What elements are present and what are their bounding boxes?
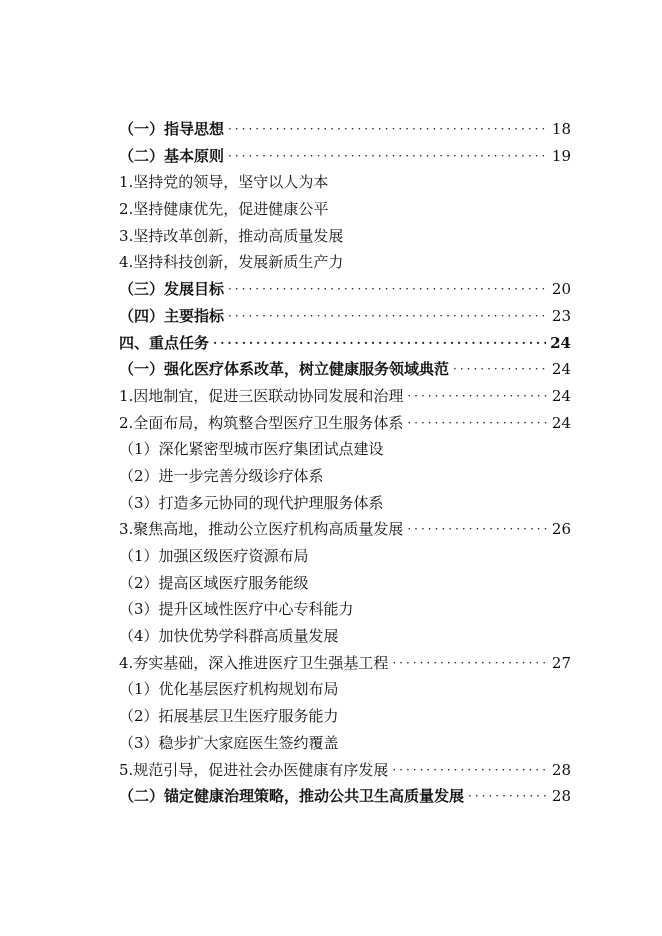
toc-page-number: 18 (551, 120, 571, 138)
toc-entry-label: （1）深化紧密型城市医疗集团试点建设 (119, 440, 384, 459)
toc-entry-label: （1）加强区级医疗资源布局 (119, 547, 309, 565)
toc-entry[interactable] (119, 676, 571, 703)
toc-entry[interactable] (119, 757, 571, 784)
toc-entry-label: （2）提高区域医疗服务能级 (119, 573, 309, 592)
dot-leader (228, 276, 548, 303)
toc-page-number: 20 (551, 280, 571, 299)
toc-page-number: 19 (551, 146, 571, 165)
toc-entry[interactable] (119, 116, 571, 143)
toc-entry-label: 1.因地制宜，促进三医联动协同发展和治理 (119, 386, 404, 405)
toc-entry[interactable] (119, 169, 571, 196)
toc-entry[interactable] (119, 490, 571, 517)
toc-entry-label: 2.坚持健康优先，促进健康公平 (119, 200, 329, 219)
toc-entry-label: 4.夯实基础，深入推进医疗卫生强基工程 (119, 653, 389, 672)
dot-leader (228, 116, 548, 143)
toc-page-number: 24 (551, 386, 571, 405)
toc-entry-label: 3.坚持改革创新，推动高质量发展 (119, 226, 344, 245)
toc-entry-label: （3）稳步扩大家庭医生签约覆盖 (119, 733, 339, 752)
toc-entry-label: （一）指导思想 (119, 120, 225, 138)
toc-page-number: 28 (551, 787, 571, 806)
toc-entry[interactable] (119, 783, 571, 810)
toc-page-number: 24 (551, 413, 571, 432)
toc-page-number: 26 (551, 520, 571, 539)
toc-page-number: 27 (551, 653, 571, 672)
toc-entry-label: 四、重点任务 (119, 333, 210, 352)
toc-entry[interactable] (119, 596, 571, 623)
toc-entry-label: （3）打造多元协同的现代护理服务体系 (119, 493, 384, 512)
toc-page-number: 24 (551, 360, 571, 379)
toc-page-number: 23 (551, 306, 571, 325)
toc-entry-label: 1.坚持党的领导，坚守以人为本 (119, 173, 329, 192)
toc-entry-label: （二）锚定健康治理策略，推动公共卫生高质量发展 (119, 787, 465, 806)
table-of-contents (119, 116, 571, 810)
toc-entry[interactable] (119, 463, 571, 490)
toc-entry-label: （2）拓展基层卫生医疗服务能力 (119, 707, 339, 726)
toc-entry[interactable] (119, 303, 571, 330)
toc-entry[interactable] (119, 516, 571, 543)
toc-entry[interactable] (119, 143, 571, 170)
dot-leader (228, 303, 548, 330)
toc-entry[interactable] (119, 543, 571, 570)
toc-entry[interactable] (119, 730, 571, 757)
toc-entry-label: 3.聚焦高地，推动公立医疗机构高质量发展 (119, 520, 404, 539)
dot-leader (407, 516, 548, 543)
toc-entry[interactable] (119, 650, 571, 677)
dot-leader (407, 383, 548, 410)
toc-entry-label: 2.全面布局，构筑整合型医疗卫生服务体系 (119, 413, 404, 432)
toc-entry[interactable] (119, 249, 571, 276)
toc-entry[interactable] (119, 383, 571, 410)
toc-entry-label: 4.坚持科技创新，发展新质生产力 (119, 253, 344, 272)
dot-leader (453, 356, 548, 383)
toc-entry[interactable] (119, 703, 571, 730)
toc-entry-label: （四）主要指标 (119, 306, 225, 325)
toc-entry-label: （二）基本原则 (119, 146, 225, 165)
dot-leader (392, 757, 548, 784)
toc-entry[interactable] (119, 356, 571, 383)
toc-entry[interactable] (119, 330, 571, 357)
toc-entry-label: （3）提升区域性医疗中心专科能力 (119, 600, 354, 619)
toc-entry-label: 5.规范引导，促进社会办医健康有序发展 (119, 760, 389, 779)
toc-page-number: 24 (550, 333, 571, 352)
dot-leader (213, 330, 546, 357)
dot-leader (392, 650, 548, 677)
toc-entry-label: （一）强化医疗体系改革，树立健康服务领域典范 (119, 360, 450, 379)
toc-page-number: 28 (551, 760, 571, 779)
dot-leader (228, 143, 548, 170)
toc-entry[interactable] (119, 223, 571, 250)
dot-leader (468, 783, 548, 810)
toc-entry-label: （1）优化基层医疗机构规划布局 (119, 680, 339, 699)
toc-entry-label: （4）加快优势学科群高质量发展 (119, 627, 339, 646)
toc-entry[interactable] (119, 570, 571, 597)
toc-entry-label: （2）进一步完善分级诊疗体系 (119, 466, 324, 485)
toc-entry[interactable] (119, 410, 571, 437)
toc-entry-label: （三）发展目标 (119, 280, 225, 299)
toc-entry[interactable] (119, 623, 571, 650)
toc-entry[interactable] (119, 276, 571, 303)
toc-entry[interactable] (119, 196, 571, 223)
toc-entry[interactable] (119, 436, 571, 463)
dot-leader (407, 410, 548, 437)
